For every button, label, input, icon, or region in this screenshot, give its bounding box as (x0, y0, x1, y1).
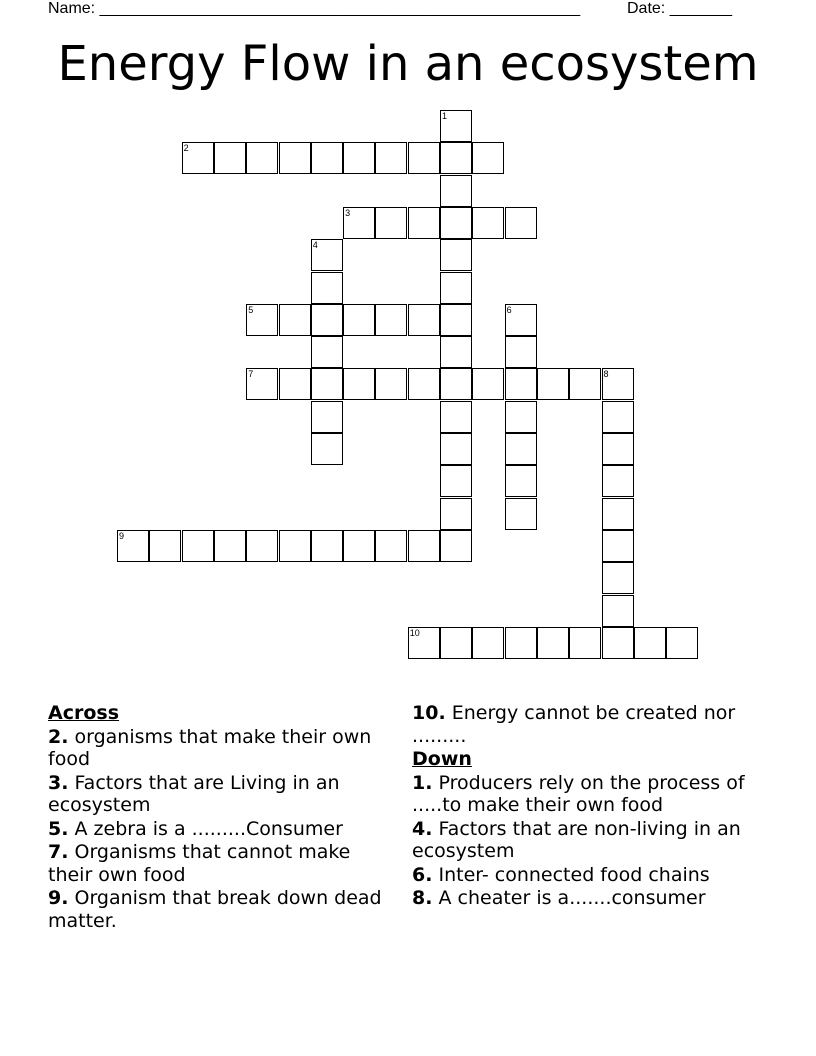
right-clues-column (412, 702, 772, 911)
cell-number: 6 (506, 304, 512, 315)
crossword-cell[interactable] (311, 401, 343, 433)
crossword-cell[interactable] (343, 207, 375, 239)
crossword-cell[interactable] (569, 627, 601, 659)
cell-number: 2 (183, 143, 189, 154)
crossword-cell[interactable] (117, 530, 149, 562)
crossword-cell[interactable] (602, 530, 634, 562)
crossword-cell[interactable] (343, 368, 375, 400)
across-clue-9 (48, 887, 388, 932)
crossword-cell[interactable] (311, 142, 343, 174)
clue-number: 4. (412, 817, 433, 840)
crossword-cell[interactable] (279, 304, 311, 336)
clue-number: 7. (48, 841, 69, 863)
clue-text: Factors that are non-living in an ecosystem (412, 817, 741, 862)
across-clue-2 (48, 726, 388, 771)
crossword-cell[interactable] (440, 175, 472, 207)
crossword-cell[interactable] (440, 530, 472, 562)
crossword-cell[interactable] (505, 368, 537, 400)
crossword-cell[interactable] (602, 562, 634, 594)
crossword-cell[interactable] (408, 530, 440, 562)
crossword-cell[interactable] (440, 433, 472, 465)
crossword-cell[interactable] (505, 207, 537, 239)
crossword-cell[interactable] (440, 627, 472, 659)
clue-number: 6. (412, 863, 433, 886)
crossword-cell[interactable] (505, 336, 537, 368)
crossword-cell[interactable] (408, 207, 440, 239)
crossword-cell[interactable] (343, 142, 375, 174)
crossword-cell[interactable] (279, 530, 311, 562)
crossword-cell[interactable] (666, 627, 698, 659)
clue-text: Factors that are Living in an ecosystem (48, 771, 340, 816)
crossword-cell[interactable] (505, 627, 537, 659)
down-clue-1 (412, 772, 772, 817)
crossword-cell[interactable] (375, 207, 407, 239)
crossword-cell[interactable] (505, 401, 537, 433)
crossword-cell[interactable] (472, 627, 504, 659)
crossword-cell[interactable] (311, 530, 343, 562)
crossword-cell[interactable] (440, 110, 472, 142)
crossword-cell[interactable] (440, 498, 472, 530)
crossword-cell[interactable] (472, 207, 504, 239)
clue-text: organisms that make their own food (48, 725, 372, 770)
crossword-cell[interactable] (537, 368, 569, 400)
crossword-cell[interactable] (311, 304, 343, 336)
crossword-cell[interactable] (505, 433, 537, 465)
across-clue-3 (48, 772, 388, 817)
crossword-cell[interactable] (375, 142, 407, 174)
across-clue-7 (48, 841, 388, 886)
crossword-cell[interactable] (440, 207, 472, 239)
clue-text: A cheater is a.......consumer (432, 887, 706, 909)
clue-text: Energy cannot be created nor ......... (412, 702, 736, 747)
down-clue-6 (412, 864, 772, 887)
clue-text: A zebra is a .........Consumer (68, 817, 343, 840)
crossword-cell[interactable] (440, 239, 472, 271)
crossword-cell[interactable] (408, 304, 440, 336)
clue-number: 2. (48, 725, 69, 748)
crossword-cell[interactable] (602, 465, 634, 497)
clue-text: Organism that break down dead matter. (48, 887, 382, 932)
across-clue-10 (412, 702, 772, 747)
crossword-cell[interactable] (279, 142, 311, 174)
crossword-cell[interactable] (602, 401, 634, 433)
clue-text: Organisms that cannot make their own food (48, 841, 351, 886)
crossword-cell[interactable] (505, 465, 537, 497)
crossword-cell[interactable] (375, 304, 407, 336)
crossword-cell[interactable] (472, 368, 504, 400)
crossword-cell[interactable] (440, 272, 472, 304)
across-clues-column (48, 702, 388, 933)
date-field-line: Date: _______ (627, 0, 732, 17)
clue-number: 1. (412, 771, 433, 794)
crossword-cell[interactable] (311, 239, 343, 271)
cell-number: 7 (248, 369, 254, 380)
cell-number: 3 (345, 207, 351, 218)
cell-number: 1 (442, 111, 448, 121)
clue-number: 10. (412, 702, 446, 724)
clue-number: 5. (48, 817, 69, 840)
down-heading: Down (412, 748, 472, 770)
cell-number: 8 (603, 369, 609, 380)
crossword-cell[interactable] (375, 368, 407, 400)
clue-number: 8. (412, 887, 433, 909)
cell-number: 5 (248, 304, 254, 315)
crossword-cell[interactable] (602, 627, 634, 659)
cell-number: 10 (409, 627, 420, 638)
down-clue-4 (412, 818, 772, 863)
crossword-cell[interactable] (149, 530, 181, 562)
crossword-cell[interactable] (505, 304, 537, 336)
cell-number: 4 (312, 240, 318, 251)
crossword-cell[interactable] (182, 530, 214, 562)
crossword-cell[interactable] (602, 433, 634, 465)
clue-number: 3. (48, 771, 69, 794)
crossword-cell[interactable] (440, 368, 472, 400)
clue-number: 9. (48, 887, 69, 909)
crossword-cell[interactable] (279, 368, 311, 400)
crossword-cell[interactable] (440, 465, 472, 497)
crossword-cell[interactable] (634, 627, 666, 659)
crossword-cell[interactable] (408, 368, 440, 400)
crossword-cell[interactable] (537, 627, 569, 659)
crossword-cell[interactable] (246, 368, 278, 400)
crossword-cell[interactable] (602, 368, 634, 400)
crossword-cell[interactable] (246, 304, 278, 336)
across-heading: Across (48, 702, 120, 724)
clue-text: Inter- connected food chains (432, 863, 710, 886)
crossword-cell[interactable] (182, 142, 214, 174)
crossword-cell[interactable] (343, 304, 375, 336)
crossword-cell[interactable] (440, 336, 472, 368)
crossword-cell[interactable] (375, 530, 407, 562)
page-title: Energy Flow in an ecosystem (57, 36, 759, 92)
crossword-cell[interactable] (472, 142, 504, 174)
cell-number: 9 (119, 530, 125, 541)
crossword-cell[interactable] (214, 142, 246, 174)
crossword-cell[interactable] (246, 142, 278, 174)
crossword-cell[interactable] (246, 530, 278, 562)
crossword-cell[interactable] (505, 498, 537, 530)
crossword-cell[interactable] (311, 368, 343, 400)
across-clue-5 (48, 818, 388, 841)
crossword-cell[interactable] (343, 530, 375, 562)
crossword-cell[interactable] (440, 142, 472, 174)
crossword-cell[interactable] (440, 304, 472, 336)
crossword-cell[interactable] (311, 272, 343, 304)
crossword-cell[interactable] (408, 142, 440, 174)
crossword-cell[interactable] (602, 595, 634, 627)
crossword-cell[interactable] (408, 627, 440, 659)
crossword-cell[interactable] (569, 368, 601, 400)
crossword-cell[interactable] (311, 336, 343, 368)
crossword-cell[interactable] (602, 498, 634, 530)
down-clue-8 (412, 887, 772, 910)
crossword-cell[interactable] (214, 530, 246, 562)
name-field-line: Name: ______________________________________________________ (48, 0, 581, 17)
crossword-cell[interactable] (311, 433, 343, 465)
clue-text: Producers rely on the process of .....to make their own food (412, 771, 745, 816)
crossword-cell[interactable] (440, 401, 472, 433)
